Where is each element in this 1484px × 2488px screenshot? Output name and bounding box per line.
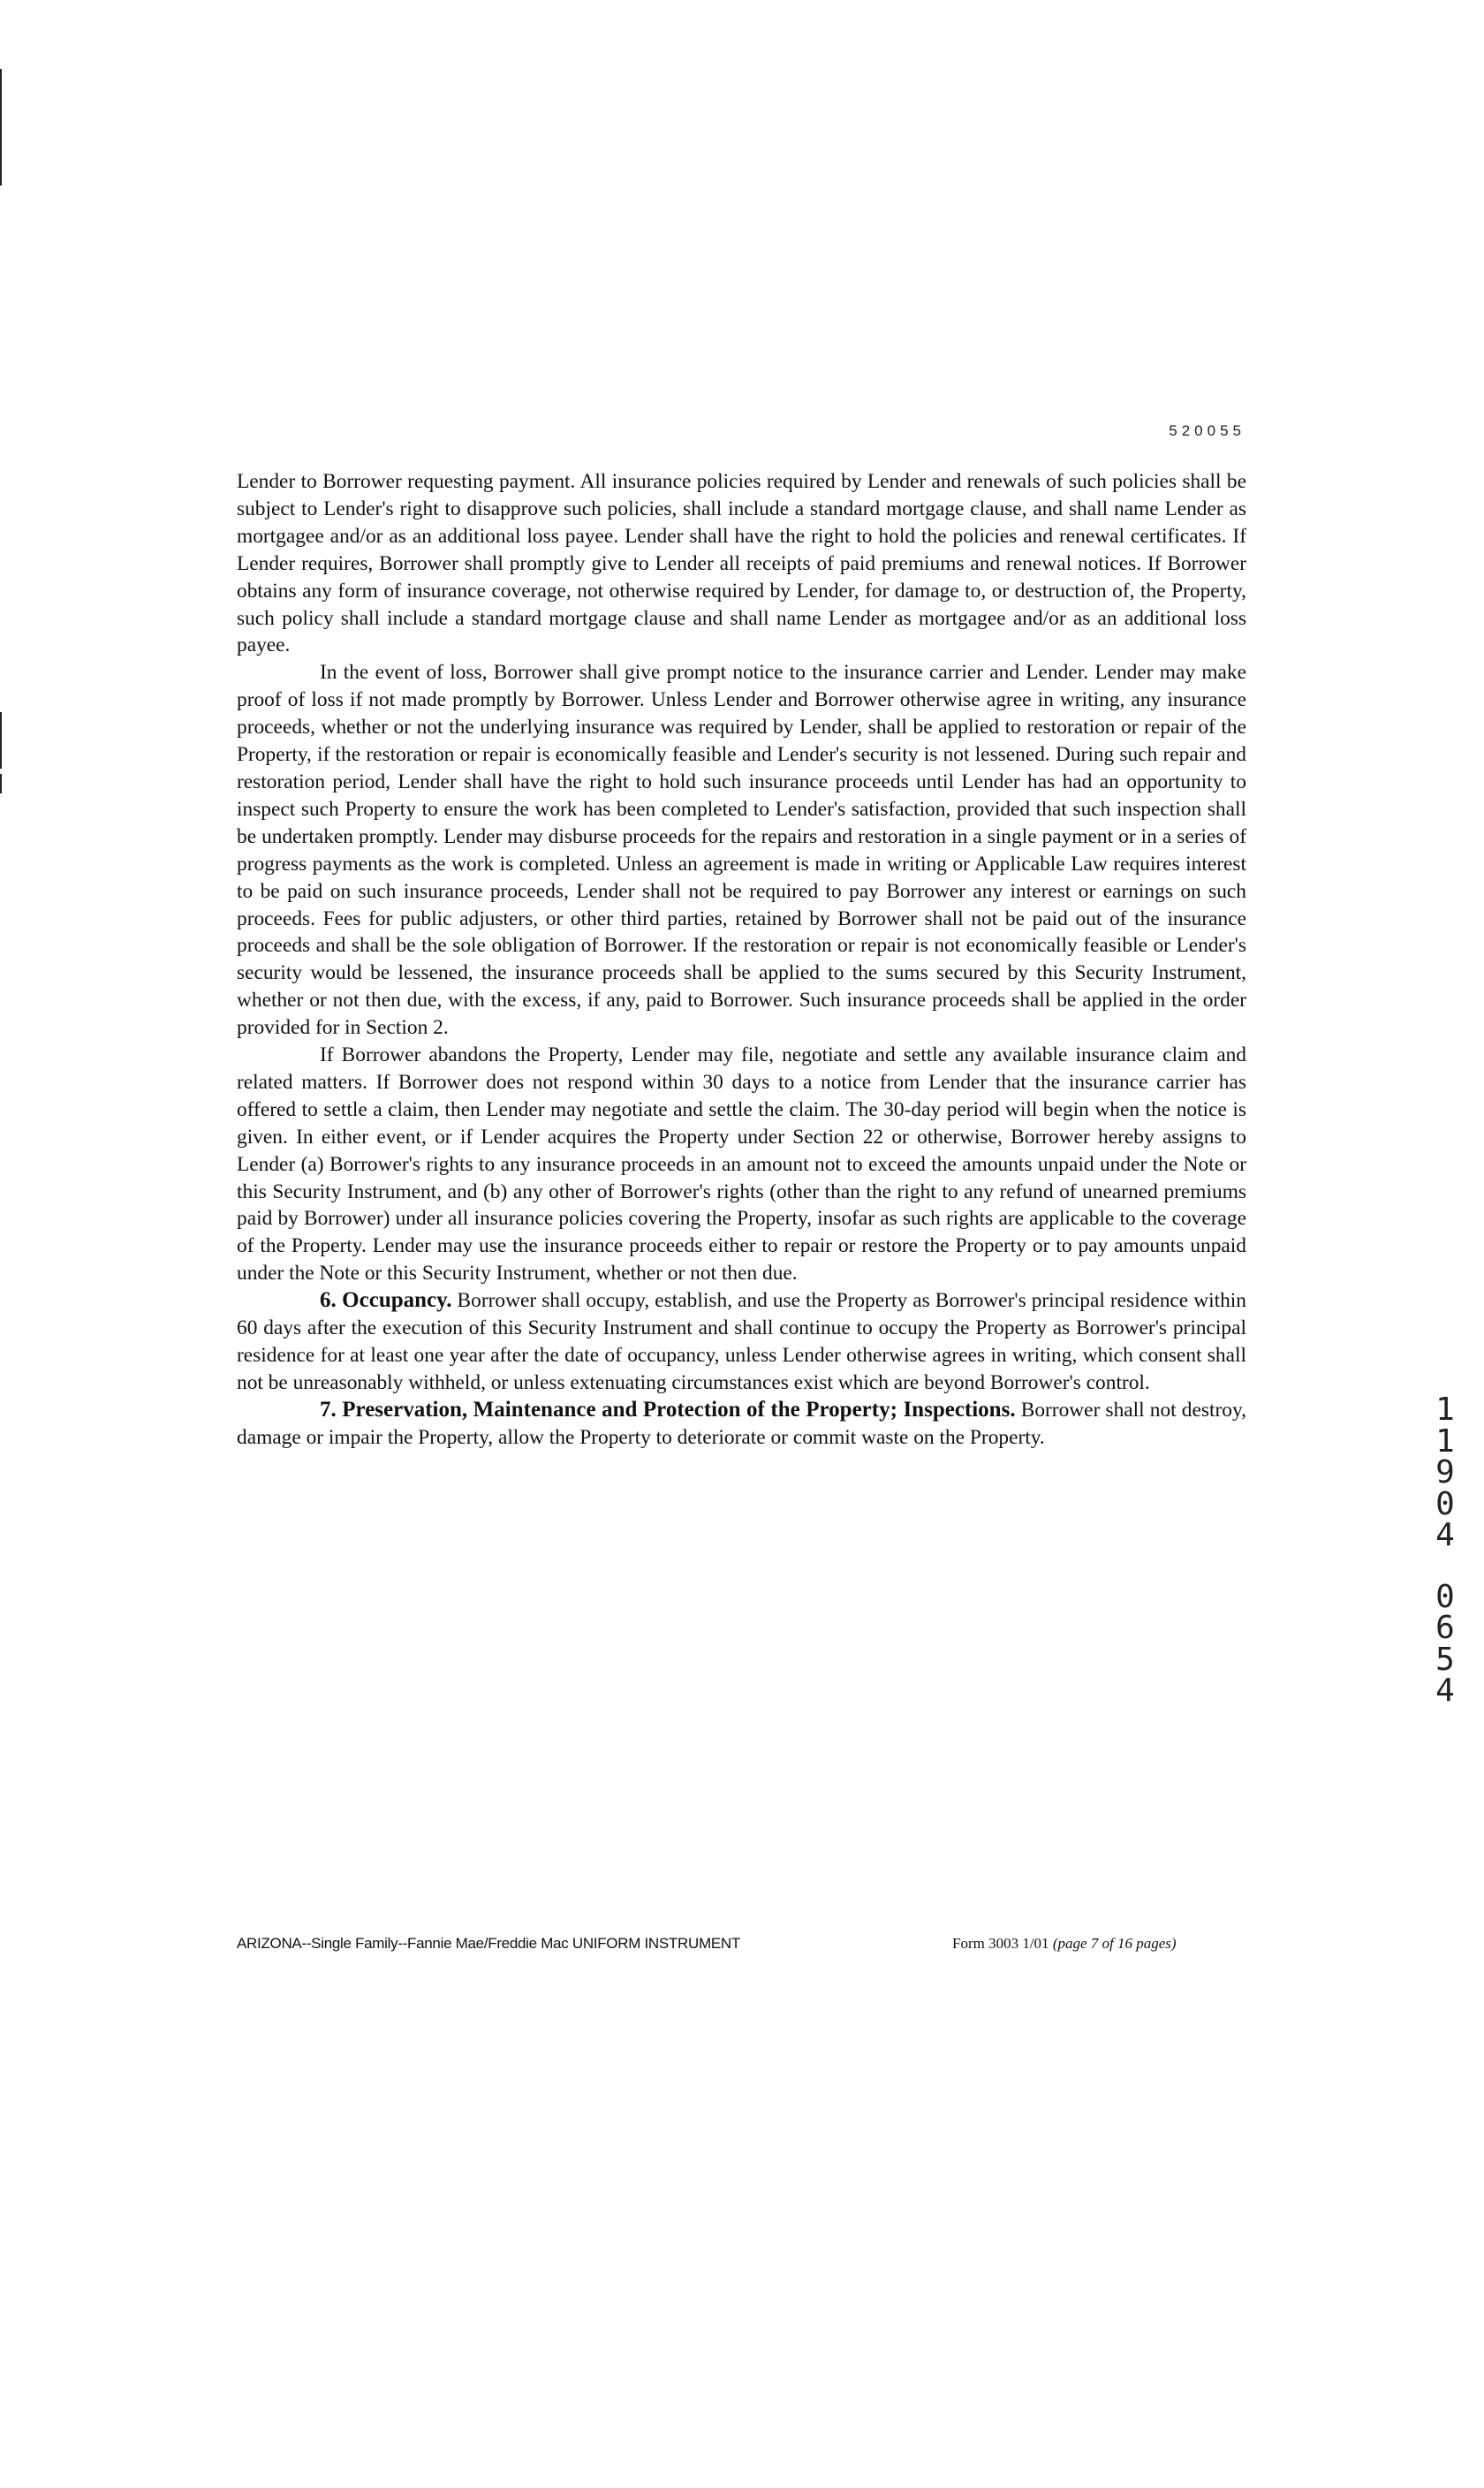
stamp-digit: 4 [1435,1673,1455,1709]
section-7-text: Borrower shall not destroy, damage or impair the Property, allow the Property to deteriorate or commit waste on the Property. [237,1398,1246,1449]
recording-stamp [1427,1394,1463,1707]
stamp-digit: 0 [1435,1485,1455,1522]
scan-edge-mark [0,712,2,769]
stamp-digit: 9 [1435,1454,1455,1491]
section-6-text: Borrower shall occupy, establish, and use the Property as Borrower's principal residence within 60 days after the execution of this Security Instrument and shall continue to occupy the Property as Borrower's principal residence for at least one year after the date of occupancy, unless Lender otherwise agrees in writing, which consent shall not be unreasonably withheld, or unless extenuating circumstances exist which are beyond Borrower's control. [237,1289,1246,1394]
footer-instrument-title: ARIZONA--Single Family--Fannie Mae/Freddie Mac UNIFORM INSTRUMENT [237,1935,740,1952]
stamp-digit: 6 [1435,1610,1455,1646]
stamp-digit: 0 [1435,1578,1455,1615]
stamp-digit: 5 [1435,1641,1455,1678]
scan-edge-mark [0,774,2,793]
scan-edge-mark [0,69,2,186]
document-number: 520055 [1169,422,1246,439]
section-7-heading: 7. Preservation, Maintenance and Protection of the Property; Inspections. [320,1397,1016,1422]
footer-page-number: (page 7 of 16 pages) [1052,1935,1177,1952]
stamp-digit: 4 [1435,1517,1455,1553]
stamp-digit: 1 [1435,1392,1455,1428]
paragraph-insurance-policies: Lender to Borrower requesting payment. All insurance policies required by Lender and renewals of such policies shall be subject to Lender's right to disapprove such policies, shall include a standard mortgage clause, and shall name Lender as mortgagee and/or as an additional loss payee. Lender shall have the right to hold the policies and renewal certificates. If Lender requires, Borrower shall promptly give to Lender all receipts of paid premiums and renewal notices. If Borrower obtains any form of insurance coverage, not otherwise required by Lender, for damage to, or destruction of, the Property, such policy shall include a standard mortgage clause and shall name Lender as mortgagee and/or as an additional loss payee. [237,470,1246,657]
section-6-heading: 6. Occupancy. [320,1288,452,1313]
paragraph-abandonment: If Borrower abandons the Property, Lender may file, negotiate and settle any available insurance claim and related matters. If Borrower does not respond within 30 days to a notice from Lender that the insurance carrier has offered to settle a claim, then Lender may negotiate and settle the claim. The 30-day period will begin when the notice is given. In either event, or if Lender acquires the Property under Section 22 or otherwise, Borrower hereby assigns to Lender (a) Borrower's rights to any insurance proceeds in an amount not to exceed the amounts unpaid under the Note or this Security Instrument, and (b) any other of Borrower's rights (other than the right to any refund of unearned premiums paid by Borrower) under all insurance policies covering the Property, insofar as such rights are applicable to the coverage of the Property. Lender may use the insurance proceeds either to repair or restore the Property or to pay amounts unpaid under the Note or this Security Instrument, whether or not then due. [237,1043,1246,1286]
footer-form-info [952,1935,1177,1953]
stamp-gap [1427,1551,1463,1582]
footer-form-number: Form 3003 1/01 [952,1935,1049,1952]
section-7-preservation [237,1397,1246,1452]
stamp-digit: 1 [1435,1422,1455,1460]
document-body [237,468,1246,1452]
section-6-occupancy [237,1287,1246,1397]
paragraph-event-of-loss: In the event of loss, Borrower shall give prompt notice to the insurance carrier and Lender. Lender may make proof of loss if not made promptly by Borrower. Unless Lender and Borrower otherwise agree in writing, any insurance proceeds, whether or not the underlying insurance was required by Lender, shall be applied to restoration or repair of the Property, if the restoration or repair is economically feasible and Lender's security is not lessened. During such repair and restoration period, Lender shall have the right to hold such insurance proceeds until Lender has had an opportunity to inspect such Property to ensure the work has been completed to Lender's satisfaction, provided that such inspection shall be undertaken promptly. Lender may disburse proceeds for the repairs and restoration in a single payment or in a series of progress payments as the work is completed. Unless an agreement is made in writing or Applicable Law requires interest to be paid on such insurance proceeds, Lender shall not be required to pay Borrower any interest or earnings on such proceeds. Fees for public adjusters, or other third parties, retained by Borrower shall not be paid out of the insurance proceeds and shall be the sole obligation of Borrower. If the restoration or repair is not economically feasible or Lender's security would be lessened, the insurance proceeds shall be applied to the sums secured by this Security Instrument, whether or not then due, with the excess, if any, paid to Borrower. Such insurance proceeds shall be applied in the order provided for in Section 2. [237,661,1246,1040]
